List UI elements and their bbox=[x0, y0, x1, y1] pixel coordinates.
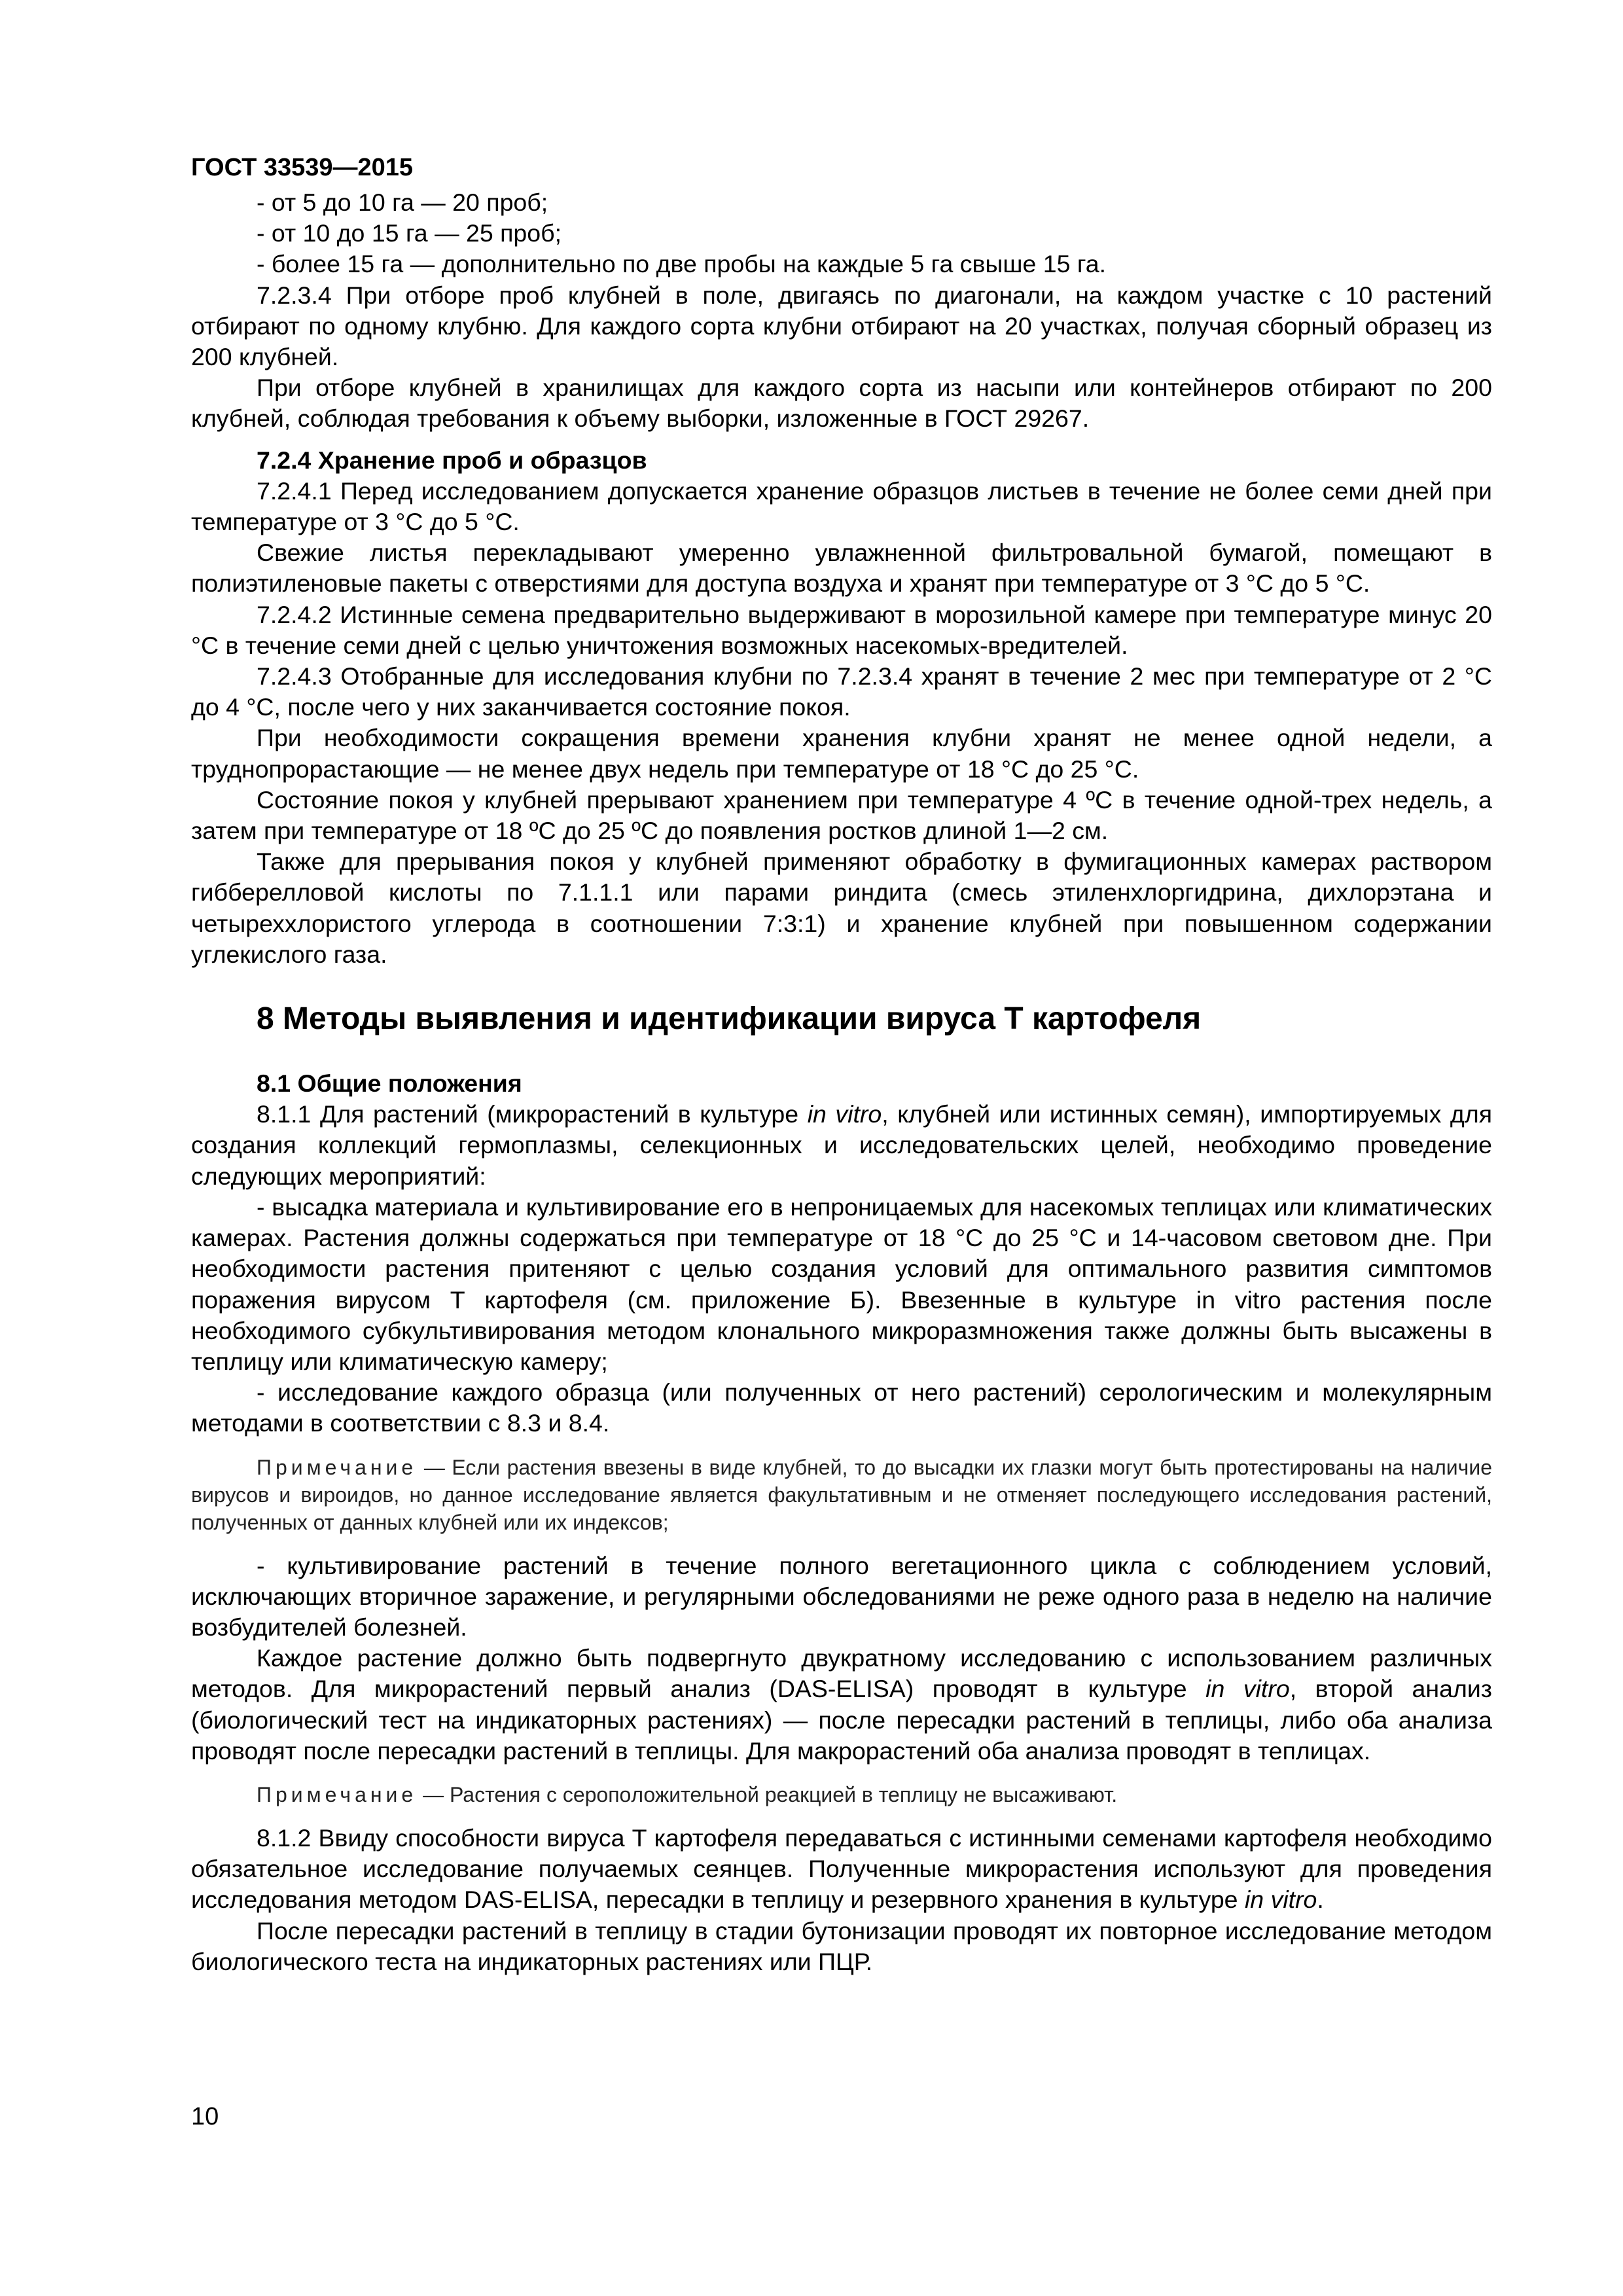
text-run: 8.1.1 Для растений (микрорастений в культуре bbox=[257, 1100, 808, 1128]
section-heading-7-2-4: 7.2.4 Хранение проб и образцов bbox=[257, 446, 647, 474]
text-run: . bbox=[1317, 1886, 1324, 1914]
text-run: Каждое растение должно быть подвергнуто двукратному исследованию с использованием различных методов. Для микрорастений первый анализ (DAS-ELISA) проводят в культуре bbox=[191, 1644, 1492, 1703]
document-page bbox=[191, 152, 1492, 1977]
paragraph: 7.2.4.3 Отобранные для исследования клубни по 7.2.3.4 хранят в течение 2 мес при температуре от 2 °С до 4 °С, после чего у них заканчивается состояние покоя. bbox=[191, 662, 1492, 721]
note bbox=[191, 1454, 1492, 1536]
chapter-heading-8: 8 Методы выявления и идентификации вируса Т картофеля bbox=[257, 1001, 1202, 1037]
paragraph: - от 10 до 15 га — 25 проб; bbox=[257, 219, 562, 247]
paragraph bbox=[191, 1643, 1492, 1767]
paragraph: При отборе клубней в хранилищах для каждого сорта из насыпи или контейнеров отбирают по 200 клубней, соблюдая требования к объему выборки, изложенные в ГОСТ 29267. bbox=[191, 374, 1492, 433]
paragraph bbox=[191, 1099, 1492, 1192]
paragraph: После пересадки растений в теплицу в стадии бутонизации проводят их повторное исследование методом биологического теста на индикаторных растениях или ПЦР. bbox=[191, 1916, 1492, 1975]
note bbox=[191, 1781, 1492, 1808]
italic-text: in vitro bbox=[807, 1100, 882, 1128]
paragraph: - высадка материала и культивирование его в непроницаемых для насекомых теплицах или климатических камерах. Растения должны содержаться при температуре от 18 °С до 25 °С и 14-часовом световом дне. При необходимости растения притеняют с целью создания условий для оптимального развития симптомов поражения вирусом Т картофеля (см. приложение Б). Ввезенные в культуре in vitro растения после необходимого субкультивирования методом клонального микроразмножения также должны быть высажены в теплицу или климатическую камеру; bbox=[191, 1193, 1492, 1375]
paragraph: Состояние покоя у клубней прерывают хранением при температуре 4 ºС в течение одной-трех недель, а затем при температуре от 18 ºС до 25 ºС до появления ростков длиной 1—2 см. bbox=[191, 785, 1492, 845]
italic-text: in vitro bbox=[1244, 1886, 1317, 1914]
paragraph: Также для прерывания покоя у клубней применяют обработку в фумигационных камерах раствором гиббереллoвой кислоты по 7.1.1.1 или парами риндита (смесь этиленхлоргидрина, дихлорэтана и четыреххлористого углерода в соотношении 7:3:1) и хранение клубней при повышенном содержании углекислого газа. bbox=[191, 848, 1492, 968]
text-run: , второй анализ (биологический тест на индикаторных растениях) — после пересадки растений в теплицы, либо оба анализа проводят после пересадки растений в теплицы. Для макрорастений оба анализа проводят в теплицах. bbox=[191, 1675, 1492, 1765]
paragraph: 7.2.3.4 При отборе проб клубней в поле, двигаясь по диагонали, на каждом участке с 10 растений отбирают по одному клубню. Для каждого сорта клубни отбирают на 20 участках, получая сборный образец из 200 клубней. bbox=[191, 281, 1492, 371]
text-run: 8.1.2 Ввиду способности вируса Т картофеля передаваться с истинными семенами картофеля необходимо обязательное исследование получаемых сеянцев. Полученные микрорастения используют для проведения исследования методом DAS-ELISA, пересадки в теплицу и резервного хранения в культуре bbox=[191, 1823, 1492, 1914]
note-text: — Растения с серопoложительной реакцией в теплицу не высаживают. bbox=[417, 1782, 1118, 1806]
paragraph: При необходимости сокращения времени хранения клубни хранят не менее одной недели, а труднопрорастающие — не менее двух недель при температуре от 18 °С до 25 °С. bbox=[191, 724, 1492, 783]
note-label: Примечание bbox=[257, 1455, 418, 1479]
note-text: — Если растения ввезены в виде клубней, то до высадки их глазки могут быть протестированы на наличие вирусов и вироидов, но данное исследование является факультативным и не отменяет последующего исследования растений, полученных от данных клубней или их индексов; bbox=[191, 1455, 1492, 1534]
paragraph bbox=[191, 1823, 1492, 1916]
paragraph: Свежие листья перекладывают умеренно увлажненной фильтровальной бумагой, помещают в полиэтиленовые пакеты с отверстиями для доступа воздуха и хранят при температуре от 3 °С до 5 °С. bbox=[191, 539, 1492, 598]
page-number: 10 bbox=[191, 2103, 219, 2130]
italic-text: in vitro bbox=[1205, 1675, 1290, 1703]
paragraph: - более 15 га — дополнительно по две пробы на каждые 5 га свыше 15 га. bbox=[257, 250, 1106, 278]
text-run: , клубней или истинных семян), импортируемых для создания коллекций гермоплазмы, селекционных и исследовательских целей, необходимо проведение следующих мероприятий: bbox=[191, 1100, 1493, 1190]
paragraph: - исследование каждого образца (или полученных от него растений) серологическим и молекулярным методами в соответствии с 8.3 и 8.4. bbox=[191, 1378, 1492, 1437]
document-header: ГОСТ 33539—2015 bbox=[191, 154, 414, 181]
paragraph: 7.2.4.1 Перед исследованием допускается хранение образцов листьев в течение не более семи дней при температуре от 3 °С до 5 °С. bbox=[191, 476, 1492, 536]
section-heading-8-1: 8.1 Общие положения bbox=[257, 1069, 522, 1098]
paragraph: 7.2.4.2 Истинные семена предварительно выдерживают в морозильной камере при температуре минус 20 °С в течение семи дней с целью уничтожения возможных насекомых-вредителей. bbox=[191, 600, 1492, 659]
paragraph: - от 5 до 10 га — 20 проб; bbox=[257, 188, 548, 216]
paragraph: - культивирование растений в течение полного вегетационного цикла с соблюдением условий, исключающих вторичное заражение, и регулярными обследованиями не реже одного раза в неделю на наличие возбудителей болезней. bbox=[191, 1551, 1492, 1641]
note-label: Примечание bbox=[257, 1782, 418, 1806]
